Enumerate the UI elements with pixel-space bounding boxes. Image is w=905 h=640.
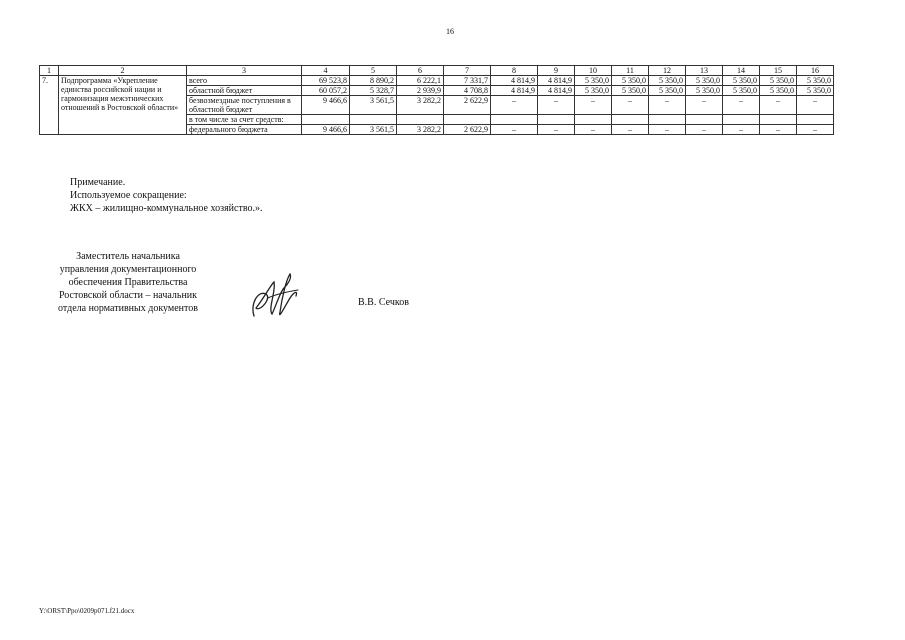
budget-table xyxy=(39,65,834,135)
table-cell: 7 331,7 xyxy=(444,76,491,86)
table-cell: 5 350,0 xyxy=(649,86,686,96)
table-cell: 3 561,5 xyxy=(350,96,397,115)
signer-position-line: Ростовской области – начальник xyxy=(58,290,198,301)
table-cell xyxy=(444,115,491,125)
signer-name: В.В. Сечков xyxy=(358,297,409,308)
table-cell: 5 328,7 xyxy=(350,86,397,96)
table-cell: – xyxy=(538,96,575,115)
table-cell: – xyxy=(649,125,686,135)
table-row xyxy=(40,76,834,86)
table-cell: – xyxy=(491,96,538,115)
table-cell xyxy=(760,115,797,125)
table-cell: 9 466,6 xyxy=(302,125,350,135)
table-cell xyxy=(686,115,723,125)
row-label: областной бюджет xyxy=(187,86,302,96)
table-cell xyxy=(538,115,575,125)
column-header: 7 xyxy=(444,66,491,76)
table-cell: 3 561,5 xyxy=(350,125,397,135)
table-cell: 5 350,0 xyxy=(797,86,834,96)
row-number: 7. xyxy=(40,76,59,135)
table-cell: – xyxy=(575,96,612,115)
table-cell: 5 350,0 xyxy=(686,86,723,96)
table-cell: 4 814,9 xyxy=(538,86,575,96)
notes-line: ЖКХ – жилищно-коммунальное хозяйство.». xyxy=(70,203,263,214)
table-cell: 5 350,0 xyxy=(686,76,723,86)
table-cell: – xyxy=(723,125,760,135)
page-number: 16 xyxy=(446,27,454,36)
table-cell: 5 350,0 xyxy=(797,76,834,86)
program-name: Подпрограмма «Укрепление единства российской нации и гармонизация межэтнических отношений в Ростовской области» xyxy=(59,76,187,135)
table-cell xyxy=(302,115,350,125)
table-cell: 5 350,0 xyxy=(760,76,797,86)
table-cell: 5 350,0 xyxy=(723,86,760,96)
table-cell: 4 708,8 xyxy=(444,86,491,96)
column-header: 4 xyxy=(302,66,350,76)
table-cell: – xyxy=(797,96,834,115)
table-cell xyxy=(397,115,444,125)
table-cell: 4 814,9 xyxy=(491,86,538,96)
table-cell xyxy=(649,115,686,125)
column-header: 12 xyxy=(649,66,686,76)
table-header-row xyxy=(40,66,834,76)
table-cell: 2 622,9 xyxy=(444,96,491,115)
row-label: федерального бюджета xyxy=(187,125,302,135)
table-cell: 2 622,9 xyxy=(444,125,491,135)
handwritten-signature xyxy=(246,268,306,329)
column-header: 9 xyxy=(538,66,575,76)
table-cell: – xyxy=(797,125,834,135)
row-label: безвозмездные поступления в областной бюджет xyxy=(187,96,302,115)
column-header: 8 xyxy=(491,66,538,76)
table-cell: – xyxy=(723,96,760,115)
table-cell: 60 057,2 xyxy=(302,86,350,96)
signer-position-line: управления документационного xyxy=(59,264,197,275)
table-cell: 4 814,9 xyxy=(491,76,538,86)
table-cell: 4 814,9 xyxy=(538,76,575,86)
column-header: 14 xyxy=(723,66,760,76)
footer-file-path: Y:\ORST\Ppo\0209p071.f21.docx xyxy=(39,607,135,615)
table-cell: – xyxy=(612,96,649,115)
signer-position-line: обеспечения Правительства xyxy=(68,277,188,288)
notes-block xyxy=(70,176,262,215)
table-cell xyxy=(612,115,649,125)
table-cell: 5 350,0 xyxy=(612,86,649,96)
table-cell: – xyxy=(612,125,649,135)
column-header: 13 xyxy=(686,66,723,76)
table-cell: 5 350,0 xyxy=(575,76,612,86)
table-cell: – xyxy=(649,96,686,115)
table-cell: 5 350,0 xyxy=(575,86,612,96)
table-cell: – xyxy=(686,96,723,115)
column-header: 6 xyxy=(397,66,444,76)
table-cell: 5 350,0 xyxy=(723,76,760,86)
table-cell xyxy=(575,115,612,125)
table-cell xyxy=(797,115,834,125)
table-cell: 9 466,6 xyxy=(302,96,350,115)
table-cell: – xyxy=(760,125,797,135)
table-cell xyxy=(723,115,760,125)
table-cell: 6 222,1 xyxy=(397,76,444,86)
column-header: 16 xyxy=(797,66,834,76)
column-header: 15 xyxy=(760,66,797,76)
table-cell: 8 890,2 xyxy=(350,76,397,86)
column-header: 3 xyxy=(187,66,302,76)
table-cell: – xyxy=(686,125,723,135)
column-header: 11 xyxy=(612,66,649,76)
table-cell: – xyxy=(575,125,612,135)
table-cell: 69 523,8 xyxy=(302,76,350,86)
column-header: 1 xyxy=(40,66,59,76)
column-header: 10 xyxy=(575,66,612,76)
table-cell: 2 939,9 xyxy=(397,86,444,96)
signer-position-line: Заместитель начальника xyxy=(76,251,180,262)
column-header: 2 xyxy=(59,66,187,76)
table-cell: 3 282,2 xyxy=(397,125,444,135)
table-cell: 5 350,0 xyxy=(649,76,686,86)
table-cell xyxy=(350,115,397,125)
row-label: всего xyxy=(187,76,302,86)
table-cell xyxy=(491,115,538,125)
notes-line: Используемое сокращение: xyxy=(70,190,187,201)
table-cell: – xyxy=(491,125,538,135)
table-cell: 5 350,0 xyxy=(760,86,797,96)
signer-position-line: отдела нормативных документов xyxy=(58,303,198,314)
table-cell: – xyxy=(760,96,797,115)
table-cell: – xyxy=(538,125,575,135)
table-cell: 3 282,2 xyxy=(397,96,444,115)
notes-title: Примечание. xyxy=(70,177,126,188)
row-label: в том числе за счет средств: xyxy=(187,115,302,125)
signer-position xyxy=(28,250,228,315)
table-cell: 5 350,0 xyxy=(612,76,649,86)
column-header: 5 xyxy=(350,66,397,76)
